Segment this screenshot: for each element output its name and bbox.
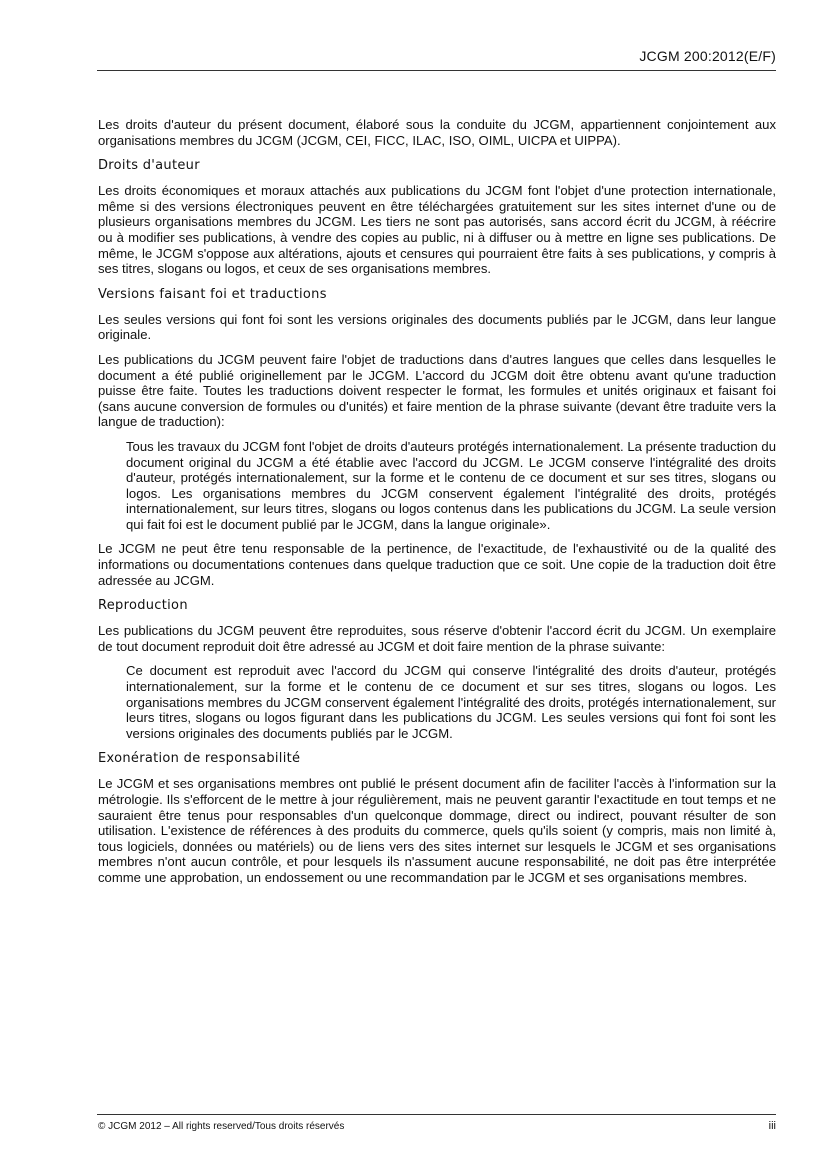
intro-paragraph: Les droits d'auteur du présent document, élaboré sous la conduite du JCGM, appartiennent conjointement aux organisations membres du JCGM (JCGM, CEI, FICC, ILAC, ISO, OIML, UICPA et UIPPA).: [98, 117, 776, 148]
page-number: iii: [768, 1120, 776, 1132]
section-heading-versions: Versions faisant foi et traductions: [98, 286, 327, 302]
quoted-statement: [126, 439, 776, 533]
section-heading-reproduction: Reproduction: [98, 598, 188, 614]
paragraph: Le JCGM et ses organisations membres ont publié le présent document afin de faciliter l'accès à l'information sur la métrologie. Ils s'efforcent de le mettre à jour régulièrement, mais ne peuvent garantir l'exactitude en tout temps et ne sauraient être tenus pour responsables d'un quelconque dommage, direct ou indirect, pouvant résulter de son utilisation. L'existence de références à des produits du commerce, quels qu'ils soient (y compris, mais non limité à, tous logiciels, données ou matériels) ou de liens vers des sites internet sur lesquels le JCGM et ses organisations membres n'ont aucun contrôle, et pour lesquels ils n'assument aucune responsabilité, ne doit pas être interprétée comme une approbation, un endossement ou une recommandation par le JCGM et ses organisations membres.: [98, 776, 776, 885]
document-code: JCGM 200:2012(E/F): [639, 48, 776, 64]
paragraph: Les droits économiques et moraux attachés aux publications du JCGM font l'objet d'une protection internationale, même si des versions électroniques peuvent en être téléchargées gratuitement sur les sites internet d'une ou de plusieurs organisations membres du JCGM. Les tiers ne sont pas autorisés, sans accord écrit du JCGM, à réécrire ou à modifier ses publications, à vendre des copies au public, ni à diffuser ou à mettre en ligne ses publications. De même, le JCGM s'oppose aux altérations, ajouts et censures qui pourraient être faits à ses publications, y compris à ses titres, slogans ou logos, et ceux de ses organisations membres.: [98, 183, 776, 277]
footer-copyright: © JCGM 2012 – All rights reserved/Tous droits réservés: [98, 1121, 345, 1132]
paragraph: Les publications du JCGM peuvent être reproduites, sous réserve d'obtenir l'accord écrit du JCGM. Un exemplaire de tout document reproduit doit être adressé au JCGM et doit faire mention de la phrase suivante:: [98, 623, 776, 654]
paragraph: Les seules versions qui font foi sont les versions originales des documents publiés par le JCGM, dans leur langue originale.: [98, 311, 776, 343]
paragraph: Les publications du JCGM peuvent faire l'objet de traductions dans d'autres langues que celles dans lesquelles le document a été publié originellement par le JCGM. L'accord du JCGM doit être obtenu avant qu'une traduction puisse être faite. Toutes les traductions doivent respecter le format, les formules et unités originaux et faisant foi (sans aucune conversion de formules ou d'unités) et faire mention de la phrase suivante (devant être traduite vers la langue de traduction):: [98, 351, 776, 430]
section-heading-droits-auteur: Droits d'auteur: [98, 158, 200, 174]
section-heading-exoneration: Exonération de responsabilité: [98, 751, 301, 767]
paragraph: Le JCGM ne peut être tenu responsable de la pertinence, de l'exactitude, de l'exhaustivité ou de la qualité des informations ou documentations contenues dans quelque traduction que ce soit. Une copie de la traduction doit être adressée au JCGM.: [98, 541, 776, 588]
footer-rule: [97, 1114, 776, 1115]
page-content: [98, 117, 776, 895]
quoted-statement: [126, 663, 776, 741]
header-rule: [97, 70, 776, 71]
quote-text: Ce document est reproduit avec l'accord du JCGM qui conserve l'intégralité des droits d'auteur, protégés internationalement, sur la forme et le contenu de ce document et sur ses titres, slogans ou logos. Les organisations membres du JCGM conservent également l'intégralité des droits, protégés internationalement, sur leurs titres, slogans ou logos figurant dans les publications du JCGM. Les seules versions qui font foi sont les versions originales des documents publiés par le JCGM.: [126, 663, 776, 741]
quote-text: Tous les travaux du JCGM font l'objet de droits d'auteurs protégés internationalement. La présente traduction du document original du JCGM a été établie avec l'accord du JCGM. Le JCGM conserve l'intégralité des droits d'auteur, protégés internationalement, sur la forme et le contenu de ce document et sur ses titres, slogans ou logos. Les organisations membres du JCGM conservent également l'intégralité des droits, protégés internationalement, sur leurs titres, slogans ou logos contenus dans les publications du JCGM. La seule version qui fait foi est le document publié par le JCGM, dans la langue originale».: [126, 438, 776, 532]
